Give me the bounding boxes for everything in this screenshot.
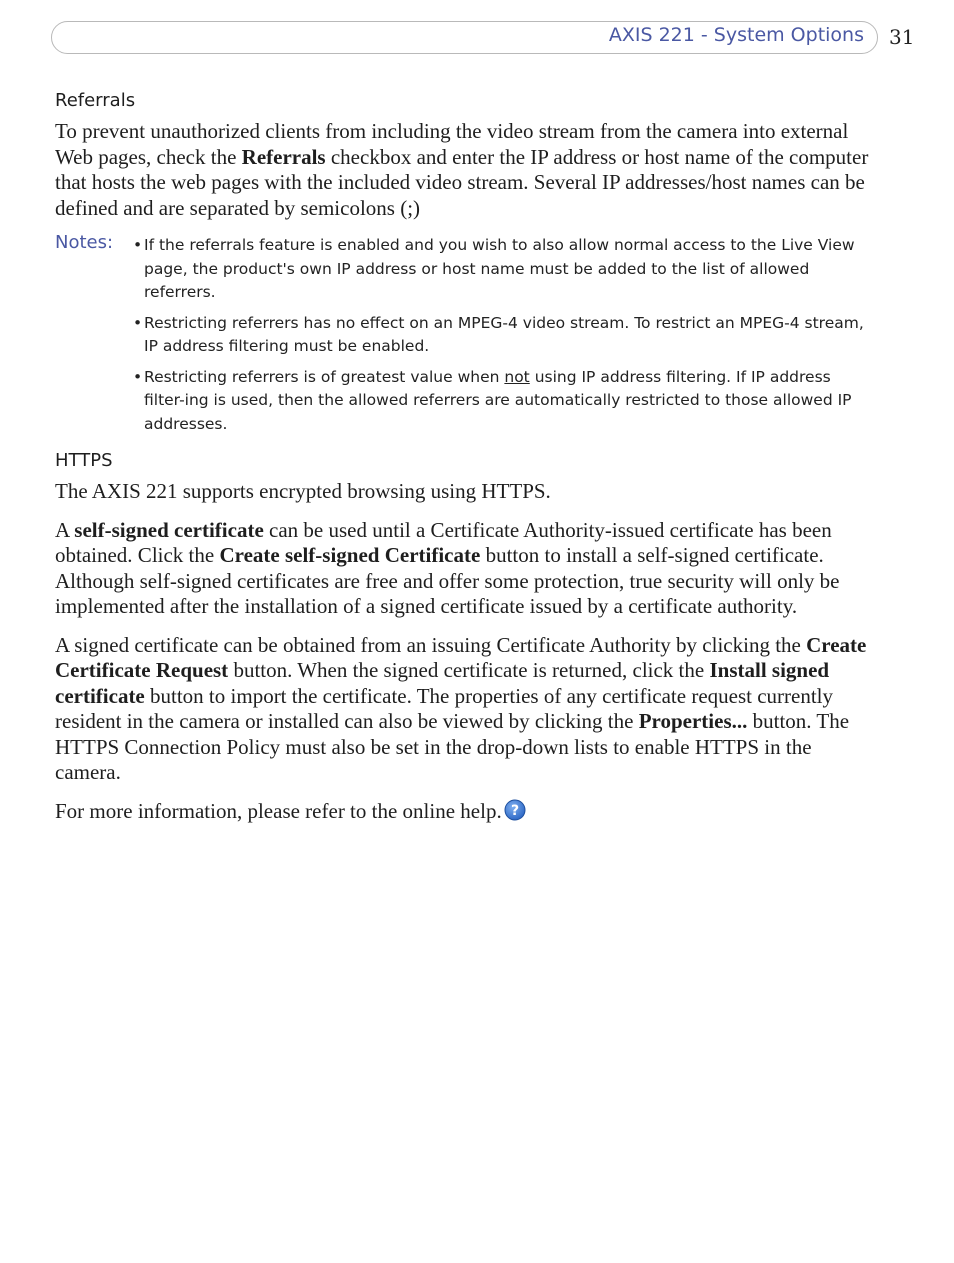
note-item: • If the referrals feature is enabled and you wish to also allow normal access to the Live View page, the product's own IP address or host name must be added to the list of allowed referrers. (133, 236, 855, 301)
notes-list (55, 234, 875, 436)
header-title: AXIS 221 - System Options (608, 24, 864, 46)
https-paragraph-4: For more information, please refer to the online help. ? (55, 799, 875, 825)
https-paragraph-3: A signed certificate can be obtained from an issuing Certificate Authority by clicking the Create Certificate Request button. When the signed certificate is returned, click the Install signed certificate button to import the certificate. The properties of any certificate request currently resident in the camera or installed can also be viewed by clicking the Properties... button. The HTTPS Connection Policy must also be set in the drop-down lists to enable HTTPS in the camera. (55, 632, 867, 784)
referrals-paragraph: To prevent unauthorized clients from including the video stream from the camera into external Web pages, check the Referrals checkbox and enter the IP address or host name of the computer that hosts the web pages with the included video stream. Several IP addresses/host names can be defined and are separated by semicolons (;) (55, 119, 869, 220)
notes-block (55, 234, 875, 436)
bullet: • (133, 236, 143, 254)
svg-text:?: ? (510, 802, 519, 819)
page-content (55, 90, 875, 837)
page-number: 31 (889, 25, 915, 49)
bullet: • (133, 313, 143, 332)
note-item: • Restricting referrers has no effect on an MPEG-4 video stream. To restrict an MPEG-4 stream, IP address filtering must be enabled. (133, 313, 864, 355)
note-item: • Restricting referrers is of greatest value when not using IP address filtering. If IP address filter-ing is used, then the allowed referrers are automatically restricted to those allowed IP addresses. (133, 367, 852, 433)
https-paragraph-1: The AXIS 221 supports encrypted browsing using HTTPS. (55, 479, 551, 503)
notes-label: Notes: (55, 232, 114, 253)
https-heading: HTTPS (55, 450, 113, 471)
bullet: • (133, 367, 143, 386)
help-icon[interactable] (504, 799, 526, 821)
https-paragraph-2: A self-signed certificate can be used until a Certificate Authority-issued certificate has been obtained. Click the Create self-signed Certificate button to install a self-signed certificate. Although self-signed certificates are free and offer some protection, true security will only be implemented after the installation of a signed certificate issued by a certificate authority. (55, 517, 840, 618)
referrals-heading: Referrals (55, 90, 136, 111)
